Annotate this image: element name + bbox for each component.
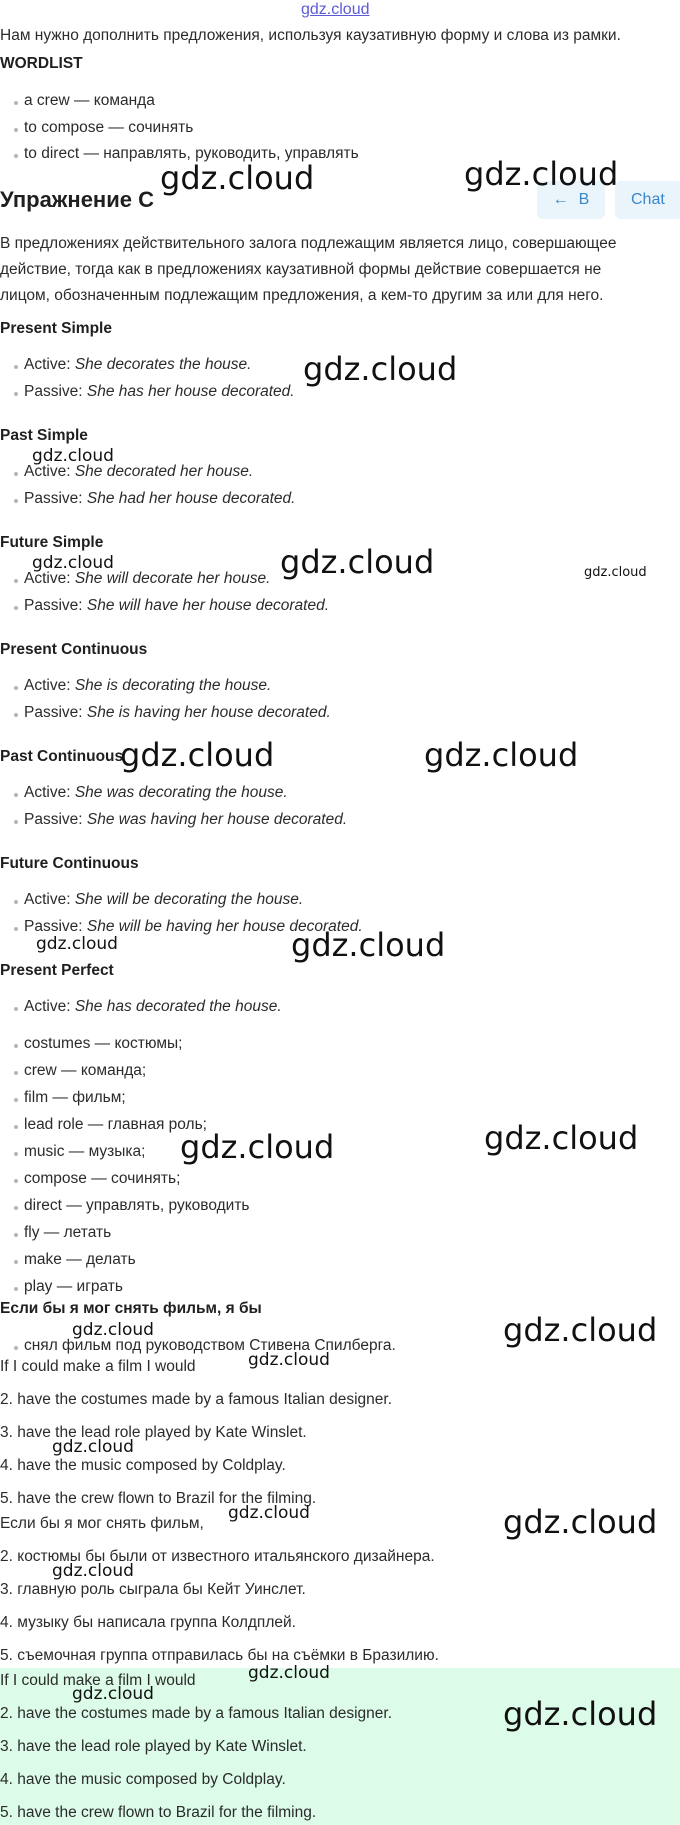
passive-example <box>24 704 331 722</box>
watermark: gdz.cloud <box>484 1119 639 1157</box>
watermark: gdz.cloud <box>72 1684 154 1704</box>
watermark: gdz.cloud <box>228 1503 310 1523</box>
vocab-item: costumes — костюмы; <box>24 1035 183 1052</box>
active-sentence: She is decorating the house. <box>74 677 272 694</box>
active-sentence: She was decorating the house. <box>74 784 288 801</box>
watermark: gdz.cloud <box>584 565 647 580</box>
vocab-item: play — играть <box>24 1278 123 1295</box>
vocab-item: direct — управлять, руководить <box>24 1197 250 1214</box>
active-example <box>24 998 282 1016</box>
answer-line: 2. have the costumes made by a famous Italian designer. <box>0 1705 393 1722</box>
watermark: gdz.cloud <box>303 350 458 388</box>
content-fade <box>0 1020 680 1034</box>
watermark: gdz.cloud <box>464 155 619 193</box>
intro-text: Нам нужно дополнить предложения, используя каузативную форму и слова из рамки. <box>0 27 621 44</box>
answer-line: 4. have the music composed by Coldplay. <box>0 1457 286 1474</box>
passive-sentence: She is having her house decorated. <box>86 704 331 721</box>
answer-line: 4. have the music composed by Coldplay. <box>0 1771 286 1788</box>
vocab-item: music — музыка; <box>24 1143 146 1160</box>
active-example <box>24 677 271 695</box>
wordlist-item: to compose — сочинять <box>24 119 194 136</box>
wordlist-item: a crew — команда <box>24 92 155 109</box>
active-label: Active: <box>24 998 71 1015</box>
wordlist-heading: WORDLIST <box>0 55 83 72</box>
active-example <box>24 356 251 374</box>
answer-lead: Если бы я мог снять фильм, <box>0 1515 204 1532</box>
theory-line: действие, тогда как в предложениях каузативной формы действие совершается не <box>0 261 602 278</box>
site-logo[interactable]: gdz.cloud <box>301 1 370 18</box>
tense-heading: Present Perfect <box>0 962 114 979</box>
tense-heading: Future Simple <box>0 534 104 551</box>
active-sentence: She decorates the house. <box>74 356 252 373</box>
watermark: gdz.cloud <box>32 446 114 466</box>
watermark: gdz.cloud <box>503 1311 658 1349</box>
vocab-item: compose — сочинять; <box>24 1170 181 1187</box>
answer-line: 2. have the costumes made by a famous Italian designer. <box>0 1391 393 1408</box>
active-label: Active: <box>24 463 71 480</box>
ru-heading: Если бы я мог снять фильм, я бы <box>0 1300 262 1317</box>
answer-line: 5. have the crew flown to Brazil for the filming. <box>0 1490 317 1507</box>
watermark: gdz.cloud <box>248 1663 330 1683</box>
passive-sentence: She will have her house decorated. <box>86 597 330 614</box>
answer-line: 3. главную роль сыграла бы Кейт Уинслет. <box>0 1581 306 1598</box>
watermark: gdz.cloud <box>72 1320 154 1340</box>
active-label: Active: <box>24 677 71 694</box>
watermark: gdz.cloud <box>280 543 435 581</box>
theory-line: В предложениях действительного залога подлежащим является лицо, совершающее <box>0 235 617 252</box>
watermark: gdz.cloud <box>503 1503 658 1541</box>
watermark: gdz.cloud <box>120 736 275 774</box>
watermark: gdz.cloud <box>503 1695 658 1733</box>
vocab-item: fly — летать <box>24 1224 112 1241</box>
active-label: Active: <box>24 784 71 801</box>
tense-heading: Future Continuous <box>0 855 139 872</box>
answer-line: 4. музыку бы написала группа Колдплей. <box>0 1614 296 1631</box>
watermark: gdz.cloud <box>180 1128 335 1166</box>
back-button-label: В <box>578 191 590 208</box>
passive-example <box>24 383 295 401</box>
active-sentence: She will decorate her house. <box>74 570 271 587</box>
chat-button-label: Chat <box>631 191 665 208</box>
answer-line: 5. съемочная группа отправилась бы на съёмки в Бразилию. <box>0 1647 439 1664</box>
answer-lead: If I could make a film I would <box>0 1672 196 1689</box>
watermark: gdz.cloud <box>248 1350 330 1370</box>
active-sentence: She decorated her house. <box>74 463 254 480</box>
passive-example <box>24 490 295 508</box>
passive-sentence: She had her house decorated. <box>86 490 296 507</box>
arrow-left-icon: ← <box>552 191 569 208</box>
passive-label: Passive: <box>24 811 83 828</box>
ru-item: снял фильм под руководством Стивена Спилберга. <box>24 1337 396 1354</box>
watermark: gdz.cloud <box>52 1561 134 1581</box>
exercise-title: Упражнение С <box>0 187 154 212</box>
passive-sentence: She has her house decorated. <box>86 383 295 400</box>
watermark: gdz.cloud <box>36 934 118 954</box>
passive-example <box>24 597 329 615</box>
watermark: gdz.cloud <box>424 736 579 774</box>
watermark: gdz.cloud <box>160 159 315 197</box>
active-label: Active: <box>24 891 71 908</box>
wordlist-item: to direct — направлять, руководить, управлять <box>24 145 359 162</box>
vocab-item: lead role — главная роль; <box>24 1116 207 1133</box>
watermark: gdz.cloud <box>291 926 446 964</box>
vocab-item: make — делать <box>24 1251 136 1268</box>
passive-label: Passive: <box>24 383 83 400</box>
active-sentence: She has decorated the house. <box>74 998 282 1015</box>
watermark: gdz.cloud <box>52 1437 134 1457</box>
tense-heading: Present Simple <box>0 320 112 337</box>
answer-line: 5. have the crew flown to Brazil for the filming. <box>0 1804 317 1821</box>
passive-label: Passive: <box>24 704 83 721</box>
passive-label: Passive: <box>24 490 83 507</box>
passive-label: Passive: <box>24 918 83 935</box>
passive-example <box>24 811 347 829</box>
active-example <box>24 784 288 802</box>
passive-sentence: She was having her house decorated. <box>86 811 348 828</box>
answer-line: 3. have the lead role played by Kate Winslet. <box>0 1738 307 1755</box>
active-sentence: She will be decorating the house. <box>74 891 304 908</box>
active-label: Active: <box>24 356 71 373</box>
passive-sentence: She will be having her house decorated. <box>86 918 363 935</box>
answer-line: 3. have the lead role played by Kate Winslet. <box>0 1424 307 1441</box>
passive-label: Passive: <box>24 597 83 614</box>
watermark: gdz.cloud <box>32 553 114 573</box>
vocab-item: crew — команда; <box>24 1062 147 1079</box>
active-example <box>24 891 303 909</box>
chat-button[interactable] <box>615 181 680 219</box>
vocab-item: film — фильм; <box>24 1089 126 1106</box>
tense-heading: Past Simple <box>0 427 88 444</box>
theory-line: лицом, обозначенным подлежащим предложения, а кем-то другим за или для него. <box>0 287 604 304</box>
answer-lead: If I could make a film I would <box>0 1358 196 1375</box>
answer-line: 2. костюмы бы были от известного итальянского дизайнера. <box>0 1548 435 1565</box>
active-label: Active: <box>24 570 71 587</box>
tense-heading: Present Continuous <box>0 641 148 658</box>
tense-heading: Past Continuous <box>0 748 124 765</box>
